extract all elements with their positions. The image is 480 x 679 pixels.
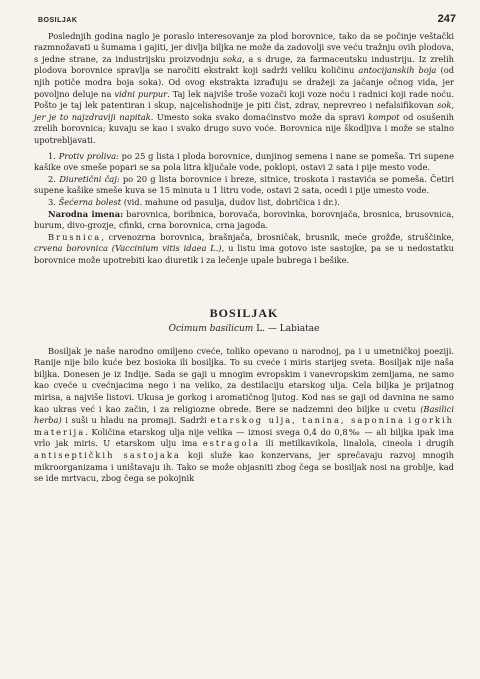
section-title: BOSILJAK <box>209 306 279 321</box>
text-run: . Umesto soka svako domaćinstvo može da spravi <box>150 111 369 122</box>
text-run: , a s druge, za farmaceutsku industriju. Iz zrelih plodova borovnice spravlja se naročiti ekstrakt koji sadrži veliku količinu <box>34 53 454 76</box>
recipe-title: Protiv proliva: <box>58 150 119 161</box>
italic-term: crvena borovnica (Vaccinium vitis idaea L.) <box>34 243 222 254</box>
italic-term: antocijanskih boja <box>358 65 437 76</box>
brusnica-paragraph <box>34 232 454 267</box>
spaced-term: gorkih materija <box>34 415 454 437</box>
recipe-item <box>34 151 454 174</box>
italic-term: (Basilici herba) <box>34 403 454 426</box>
text-run: ili metilkavikola, linalola, cineola i drugih <box>260 438 454 449</box>
text-run: , crvenozrna borovnica, brašnjača, brosničak, brusnik, meće grožđe, struščinke, <box>101 231 454 242</box>
latin-family: L. — Labiatae <box>253 324 320 335</box>
bosiljak-paragraph <box>34 346 454 485</box>
recipe-text: po 20 g lista borovnice i breze, sitnice, troskota i rastavića se pomeša. Četiri supene kašike smeše kuva se 15 minuta u 1 litru vode, ostavi 2 sata, ocedi i pije umesto vode. <box>34 173 454 196</box>
recipe-item <box>34 197 454 209</box>
italic-term: kompot <box>368 111 400 122</box>
recipe-text: (vid. mahune od pasulja, dudov list, dobričica i dr.). <box>121 196 340 207</box>
recipe-item <box>34 174 454 197</box>
folk-names-text: barovnica, boribnica, borovača, borovinka, borovnjača, brosnica, brusovnica, burum, divo-grozje, cfinki, crna borovnica, crna jagoda. <box>34 208 454 231</box>
text-run: koji služe kao konzervans, jer sprečavaju razvoj mnogih mikroorganizama i uništavaju ih. Tako se može objasniti zbog čega se bosiljak nosi na groblje, kad se ide mrtvacu, zbog čega se pokojnik <box>34 450 454 484</box>
running-header <box>38 14 456 27</box>
spaced-term: etarskog ulja, tanina, saponina <box>210 415 405 426</box>
recipe-title: Diuretični čaj: <box>59 173 120 184</box>
text-run: . Taj lek najviše troše vozači koji voze noću i radnici koji rade noću. Pošto je taj lek patentiran i skup, najcelishodnije je piti čist, zdrav, neprevreo i nefalsifikovan <box>34 88 455 111</box>
spaced-term: antiseptičkih sastojaka <box>34 450 181 460</box>
latin-name <box>34 324 454 336</box>
text-run: i suši u hladu na promaji. Sadrži <box>61 415 211 426</box>
spaced-term: Brusnica <box>48 231 102 242</box>
spaced-term: estragola <box>202 438 261 449</box>
folk-names-paragraph <box>34 209 454 232</box>
recipe-number: 1. <box>48 150 59 161</box>
text-run: Bosiljak je naše narodno omiljeno cveće, toliko opevano u narodnoj, pa i u umetničkoj poeziji. Ranije nije bilo kuće bez bosioka ili bosiljka. To su cveće i miris starijeg sveta. Bosiljak nije naša biljka. Donesen je iz Indije. Sada se gaji u mnogim evropskim i vanevropskim zemljama, ne samo kao cveće u cvećnjacima nego i na veliko, za destilaciju etarskog ulja. Cela biljka je prijatnog mirisa, a najviše listovi. Ukusa je gorkog i aromatičnog ljutog. Kod nas se gaji od davnina ne samo kao ukras već i kao začin, i za religiozne obrede. Bere se nadzemni deo biljke u cvetu <box>34 345 454 414</box>
text-run: i <box>404 415 415 426</box>
recipe-number: 3. <box>48 196 59 207</box>
section-gap <box>34 266 454 308</box>
text-run: od osušenih zrelih borovnica; kuvaju se kao i svako drugo suvo voće. Borovnica nije škodljiva i može se stalno upotrebljavati. <box>34 111 455 145</box>
text-run: Poslednjih godina naglo je poraslo interesovanje za plod borovnice, tako da se počinje veštački razmnožavati u šumama i gajiti, jer divlja biljka ne može da zadovolji sve veću tražnju ovih plodova, s jedne strane, za industrijsku proizvodnju <box>34 30 454 64</box>
italic-term: vidni purpur <box>114 88 168 99</box>
page-number: 247 <box>437 13 456 25</box>
recipe-number: 2. <box>48 173 60 184</box>
italic-term: soka <box>222 53 242 64</box>
italic-term: sok, jer je to najzdraviji napitak <box>34 100 454 122</box>
text-run: , u listu ima gotovo iste sastojke, pa se u nedostatku borovnice može upotrebiti kao diuretik i za lečenje upale bubrega i bešike. <box>34 243 454 265</box>
recipe-title: Šećerna bolest <box>58 196 122 207</box>
intro-paragraph <box>34 31 454 147</box>
text-run: (od njih potiče modra boja soka). Od ovog ekstrakta izrađuju se dražeji za jačanje očnog vida, jer povoljno deluje na <box>34 65 455 99</box>
folk-names-label: Narodna imena: <box>48 208 124 219</box>
recipe-text: po 25 g lista i ploda borovnice, dunjinog semena i nane se pomeša. Tri supene kašike ove smeše popari se sa pola litra ključale vode, poklopi, ostavi 2 sata i pije mesto vode. <box>34 150 454 173</box>
text-run: . Količina etarskog ulja nije velika — iznosi svega 0,4 do 0,8‰ — ali biljka ipak ima vrlo jak miris. U etarskom ulju ima <box>34 426 454 449</box>
latin-binomial: Ocimum basilicum <box>168 324 254 335</box>
running-title: BOSILJAK <box>38 17 78 24</box>
